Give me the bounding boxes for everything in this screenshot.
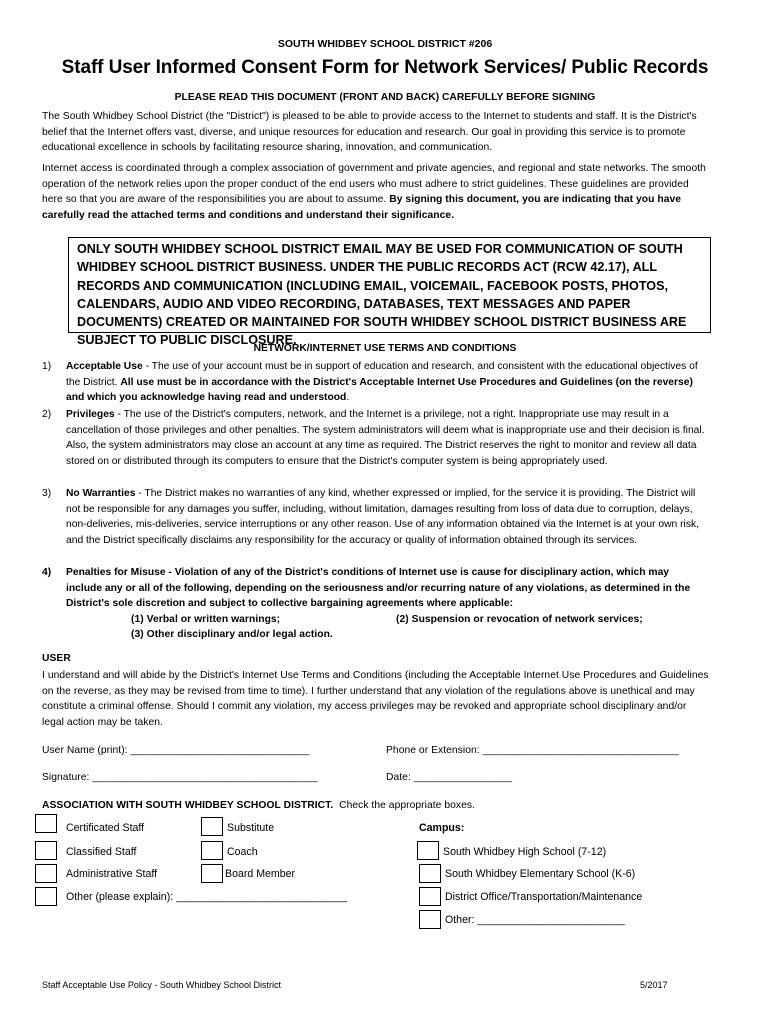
user-name-label: User Name (print): <box>42 745 128 756</box>
checkbox-other[interactable] <box>35 887 57 906</box>
checkbox-certificated-staff[interactable] <box>35 814 57 833</box>
intro-paragraph-2-text: Internet access is coordinated through a complex association of government and private agencies, and regional and state networks. The smooth operation of the network relies upon the proper conduct of the end users who must adhere to strict guidelines. These guidelines are provided here so that you are aware of the responsibilities you are about to assume. <box>42 163 706 206</box>
term-title-3: No Warranties <box>66 488 136 499</box>
label-campus-other <box>445 913 625 927</box>
label-campus-other-text: Other: <box>445 914 475 926</box>
term-number-3: 3) <box>42 488 52 499</box>
term-penalties: Penalties for Misuse - Violation of any of the District's conditions of Internet use is cause for disciplinary action, which may include any or all of the following, depending on the seriousness and/or recurring nature of any violations, as determined in the District's sole discretion and subject to collective bargaining agreements where applicable: <box>66 567 691 610</box>
footer-left: Staff Acceptable Use Policy - South Whidbey School District <box>42 980 281 990</box>
term-title-1: Acceptable Use <box>66 361 143 372</box>
checkbox-administrative-staff[interactable] <box>35 864 57 883</box>
checkbox-classified-staff[interactable] <box>35 841 57 860</box>
date-line[interactable]: _________________ <box>413 772 512 783</box>
label-substitute: Substitute <box>227 822 275 834</box>
read-instruction: PLEASE READ THIS DOCUMENT (FRONT AND BACK) CAREFULLY BEFORE SIGNING <box>174 92 596 103</box>
term-no-warranties <box>66 486 706 548</box>
checkbox-board-member[interactable] <box>201 864 223 883</box>
label-classified-staff: Classified Staff <box>66 846 137 858</box>
term-text-2: - The use of the District's computers, network, and the Internet is a privilege, not a right. Inappropriate use may result in a cancellation of those privileges and other penalties. The system administrators will deem what is inappropriate use and their decision is final. Also, the system administrators may close an account at any time as required. The District reserves the right to monitor and review all data stored on or distributed through its computers to ensure that the District's computer system is being appropriately used. <box>66 409 705 467</box>
public-records-notice: ONLY SOUTH WHIDBEY SCHOOL DISTRICT EMAIL MAY BE USED FOR COMMUNICATION OF SOUTH WHIDBEY SCHOOL DISTRICT BUSINESS. UNDER THE PUBLIC RECORDS ACT (RCW 42.17), ALL RECORDS AND COMMUNICATION (INCLUDING EMAIL, VOICEMAIL, FACEBOOK POSTS, PHOTOS, CALENDARS, AUDIO AND VIDEO RECORDING, DATABASES, TEXT MESSAGES AND PAPER DOCUMENTS) CREATED OR MAINTAINED FOR SOUTH WHIDBEY SCHOOL DISTRICT BUSINESS ARE SUBJECT TO PUBLIC DISCLOSURE. <box>68 237 711 333</box>
footer-right: 5/2017 <box>640 980 668 990</box>
term-acceptable-use <box>66 359 706 406</box>
user-agreement-text: I understand and will abide by the District's Internet Use Terms and Conditions (including the Acceptable Internet Use Procedures and Guidelines on the reverse, as they may be revised from time to time). I further understand that any violation of the regulations above is unethical and may constitute a criminal offense. Should I commit any violation, my access privileges may be revoked and appropriate school disciplinary and/or legal action may be taken. <box>42 670 709 728</box>
phone-label: Phone or Extension: <box>386 745 480 756</box>
label-coach: Coach <box>227 846 258 858</box>
term-number-4: 4) <box>42 567 52 578</box>
intro-paragraph-1: The South Whidbey School District (the "District") is pleased to be able to provide access to the Internet to students and staff. It is the District's belief that the Internet offers vast, diverse, and unique resources for education and research. Our goal in providing this service is to promote educational excellence in schools by facilitating resource sharing, innovation, and communication. <box>42 111 697 154</box>
term-number-2: 2) <box>42 409 52 420</box>
penalty-option-2: (2) Suspension or revocation of network services; <box>396 614 643 625</box>
page-title: Staff User Informed Consent Form for Network Services/ Public Records <box>61 57 709 78</box>
term-after-1: . <box>346 392 350 404</box>
association-instruction: Check the appropriate boxes. <box>339 800 475 811</box>
label-high-school: South Whidbey High School (7-12) <box>443 846 607 858</box>
district-header: SOUTH WHIDBEY SCHOOL DISTRICT #206 <box>277 38 493 50</box>
phone-field[interactable] <box>386 743 679 759</box>
user-name-line[interactable]: _______________________________ <box>130 745 310 756</box>
term-title-2: Privileges <box>66 409 115 420</box>
label-board-member: Board Member <box>225 868 296 880</box>
terms-heading: NETWORK/INTERNET USE TERMS AND CONDITIONS <box>253 343 517 354</box>
user-heading: USER <box>42 653 71 664</box>
campus-other-line[interactable]: _________________________ <box>477 914 625 926</box>
signature-label: Signature: <box>42 772 90 783</box>
other-explain-line[interactable]: _____________________________ <box>176 891 347 903</box>
checkbox-substitute[interactable] <box>201 817 223 836</box>
term-text-3: - The District makes no warranties of any kind, whether expressed or implied, for the service it is providing. The District will not be responsible for any damages you suffer, including, without limitation, damages resulting from loss of data due to corruption, delays, non-deliveries, mis-deliveries, service interruptions or any other reason. Use of any information obtained via the Internet is at your own risk, and the District specifically disclaims any responsibility for the accuracy or quality of information obtained through its services. <box>66 488 699 546</box>
association-heading <box>42 798 475 814</box>
penalty-option-1: (1) Verbal or written warnings; <box>131 614 281 625</box>
checkbox-elementary-school[interactable] <box>419 864 441 883</box>
label-administrative-staff: Administrative Staff <box>66 868 158 880</box>
campus-heading: Campus: <box>419 822 465 834</box>
date-label: Date: <box>386 772 411 783</box>
intro-paragraph-2 <box>42 161 710 223</box>
label-elementary-school: South Whidbey Elementary School (K-6) <box>445 868 636 880</box>
date-field[interactable] <box>386 770 512 786</box>
association-title: ASSOCIATION WITH SOUTH WHIDBEY SCHOOL DISTRICT. <box>42 800 334 811</box>
intro-paragraph-2-bold: By signing this document, you are indicating that you have carefully read the attached terms and conditions and understand their significance. <box>42 194 682 221</box>
term-bold-1: All use must be in accordance with the District's Acceptable Internet Use Procedures and Guidelines (on the reverse) and which you acknowledge having read and understood <box>66 376 693 404</box>
user-name-field[interactable] <box>42 743 310 759</box>
label-other-text: Other (please explain): <box>66 891 174 903</box>
checkbox-campus-other[interactable] <box>419 910 441 929</box>
checkbox-district-office[interactable] <box>419 887 441 906</box>
penalty-option-3: (3) Other disciplinary and/or legal action. <box>131 629 333 640</box>
label-district-office: District Office/Transportation/Maintenance <box>445 891 643 903</box>
term-number-1: 1) <box>42 361 52 372</box>
signature-line[interactable]: _______________________________________ <box>92 772 318 783</box>
phone-line[interactable]: __________________________________ <box>482 745 680 756</box>
label-certificated-staff: Certificated Staff <box>66 822 145 834</box>
checkbox-coach[interactable] <box>201 841 223 860</box>
signature-field[interactable] <box>42 770 318 786</box>
checkbox-high-school[interactable] <box>417 841 439 860</box>
term-privileges <box>66 407 706 469</box>
term-text-1: - The use of your account must be in support of education and research, and consistent with the educational objectives of the District. <box>66 361 698 388</box>
label-other <box>66 890 347 904</box>
